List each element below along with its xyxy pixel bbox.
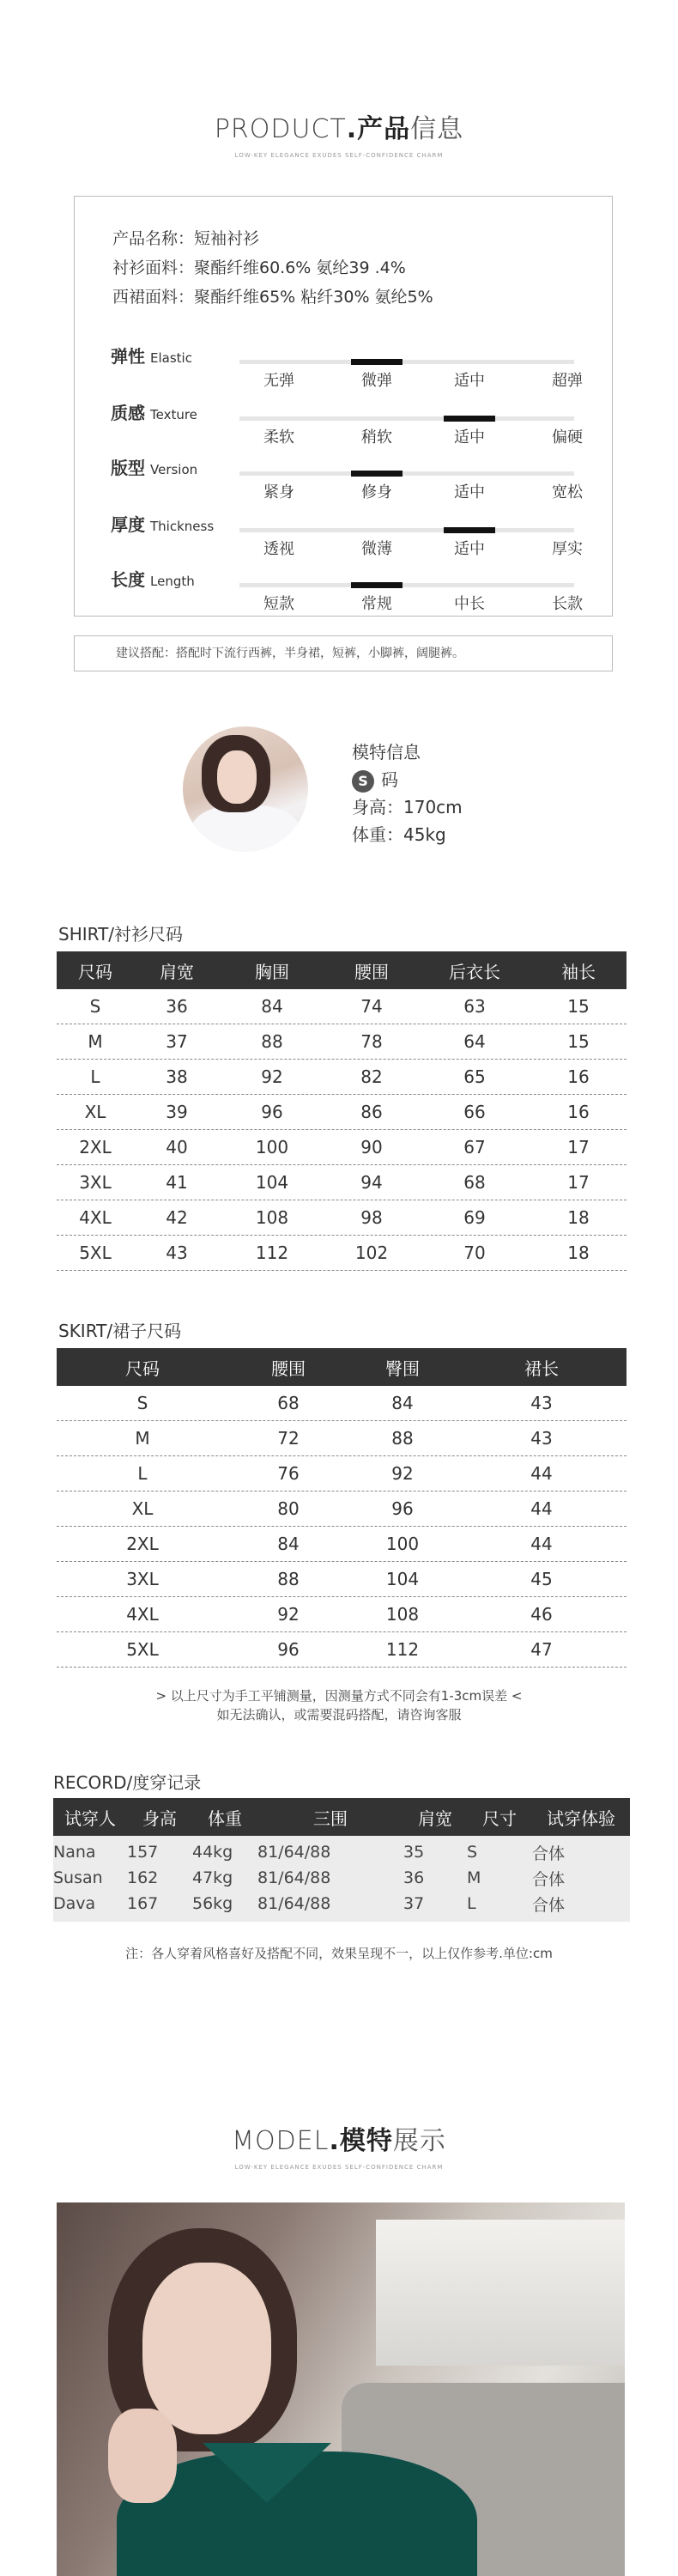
table-cell: 82 — [360, 1066, 383, 1087]
table-row — [57, 1165, 627, 1200]
scale-option: 微薄 — [361, 540, 392, 558]
table-cell: 3XL — [79, 1172, 112, 1193]
scale-bar-3 — [239, 528, 574, 532]
model-size — [352, 766, 398, 793]
table-cell: 44 — [530, 1463, 553, 1484]
table-cell: 84 — [391, 1393, 414, 1413]
table-cell: 69 — [463, 1207, 486, 1228]
table-cell: 16 — [567, 1102, 590, 1122]
scale-bar-0 — [239, 360, 574, 364]
table-cell: 112 — [385, 1639, 420, 1660]
table-cell: 15 — [567, 996, 590, 1017]
table-cell: 16 — [567, 1066, 590, 1087]
scale-option: 宽松 — [552, 483, 583, 501]
scale-cn: 长度 — [111, 569, 145, 590]
table-row — [57, 1200, 627, 1236]
table-cell: 104 — [255, 1172, 289, 1193]
table-row — [57, 1527, 627, 1562]
table-cell: 108 — [385, 1604, 420, 1625]
table-cell: 47kg — [192, 1868, 233, 1887]
table-cell: 4XL — [126, 1604, 159, 1625]
table-cell: 84 — [277, 1534, 300, 1554]
column-header: 腰围 — [354, 961, 389, 982]
table-cell: 81/64/88 — [257, 1843, 331, 1862]
table-cell: 104 — [385, 1569, 420, 1589]
column-header: 袖长 — [561, 961, 596, 982]
record-note: 注：各人穿着风格喜好及搭配不同，效果呈现不一，以上仅作参考.单位:cm — [125, 1946, 553, 1961]
scale-option: 常规 — [361, 595, 392, 613]
column-header: 身高 — [142, 1807, 177, 1829]
skirt-fabric-line: 西裙面料：聚酯纤维65% 粘纤30% 氨纶5% — [112, 288, 433, 307]
shirt-table-label: SHIRT/衬衫尺码 — [58, 924, 184, 945]
table-cell: 90 — [360, 1137, 383, 1157]
shirt-table-header — [57, 951, 627, 989]
table-row — [57, 1597, 627, 1632]
table-cell: 81/64/88 — [257, 1868, 331, 1887]
scale-bar-2 — [239, 471, 574, 476]
table-row — [57, 1386, 627, 1421]
table-row — [57, 1562, 627, 1597]
table-cell: 40 — [166, 1137, 188, 1157]
table-cell: 102 — [354, 1242, 389, 1263]
measure-note-2: 如无法确认，或需要混码搭配，请咨询客服 — [216, 1707, 462, 1722]
table-cell: 96 — [391, 1498, 414, 1519]
scale-option: 柔软 — [263, 428, 294, 447]
scale-en: Texture — [150, 407, 197, 422]
table-row — [57, 1492, 627, 1527]
table-cell: 70 — [463, 1242, 486, 1263]
scale-selected-marker — [444, 527, 495, 533]
table-cell: 56kg — [192, 1894, 233, 1913]
table-cell: 92 — [261, 1066, 283, 1087]
table-cell: 80 — [277, 1498, 300, 1519]
table-cell: 18 — [567, 1242, 590, 1263]
table-cell: 44kg — [192, 1843, 233, 1862]
table-cell: L — [467, 1894, 476, 1913]
table-cell: 17 — [567, 1172, 590, 1193]
scale-cn: 版型 — [111, 458, 145, 478]
table-cell: 86 — [360, 1102, 383, 1122]
table-cell: 96 — [261, 1102, 283, 1122]
table-cell: 43 — [166, 1242, 188, 1263]
model-weight: 体重：45kg — [352, 824, 446, 845]
column-header: 胸围 — [255, 961, 289, 982]
table-cell: 46 — [530, 1604, 553, 1625]
table-cell: 94 — [360, 1172, 383, 1193]
table-cell: 81/64/88 — [257, 1894, 331, 1913]
table-cell: 4XL — [79, 1207, 112, 1228]
scale-en: Elastic — [150, 350, 192, 366]
column-header: 体重 — [208, 1807, 242, 1829]
table-cell: 92 — [277, 1604, 300, 1625]
scale-option: 无弹 — [263, 372, 294, 390]
scale-cn: 质感 — [111, 403, 145, 423]
table-cell: 157 — [127, 1843, 159, 1862]
scale-selected-marker — [351, 359, 403, 365]
column-header: 尺码 — [78, 961, 112, 982]
table-cell: Susan — [53, 1868, 103, 1887]
heading-sub: LOW-KEY ELEGANCE EXUDES SELF-CONFIDENCE CHARM — [234, 152, 444, 159]
table-cell: 45 — [530, 1569, 553, 1589]
table-cell: 76 — [277, 1463, 300, 1484]
record-table-label: RECORD/度穿记录 — [53, 1772, 202, 1793]
table-cell: XL — [84, 1102, 106, 1122]
scale-label-2 — [111, 454, 197, 479]
model-avatar — [183, 726, 308, 852]
scale-option: 适中 — [454, 372, 485, 390]
table-cell: 37 — [403, 1894, 425, 1913]
table-row — [57, 1421, 627, 1456]
table-cell: 38 — [166, 1066, 188, 1087]
table-cell: 96 — [277, 1639, 300, 1660]
column-header: 臀围 — [385, 1358, 420, 1379]
table-cell: M — [88, 1031, 103, 1052]
scale-option: 适中 — [454, 540, 485, 558]
shirt-fabric-line: 衬衫面料：聚酯纤维60.6% 氨纶39 .4% — [112, 258, 406, 277]
scale-option: 微弹 — [361, 372, 392, 390]
table-cell: 63 — [463, 996, 486, 1017]
table-cell: 67 — [463, 1137, 486, 1157]
table-cell: 合体 — [532, 1869, 566, 1889]
table-row — [57, 989, 627, 1024]
table-cell: 36 — [166, 996, 188, 1017]
table-row — [53, 1891, 630, 1917]
table-cell: 92 — [391, 1463, 414, 1484]
scale-option: 适中 — [454, 483, 485, 501]
heading-cn-bold: 产品 — [357, 114, 411, 144]
table-row — [57, 1456, 627, 1492]
scale-option: 长款 — [552, 595, 583, 613]
table-cell: M — [135, 1428, 150, 1449]
product-name-line: 产品名称：短袖衬衫 — [112, 229, 260, 248]
table-row — [53, 1865, 630, 1891]
table-cell: 17 — [567, 1137, 590, 1157]
size-label: 码 — [381, 769, 398, 790]
table-cell: S — [467, 1843, 478, 1862]
table-cell: 36 — [403, 1868, 425, 1887]
table-cell: Nana — [53, 1843, 96, 1862]
table-cell: XL — [131, 1498, 154, 1519]
scale-en: Version — [150, 462, 198, 477]
table-cell: 167 — [127, 1894, 159, 1913]
size-badge: S — [352, 770, 374, 793]
table-cell: 18 — [567, 1207, 590, 1228]
model-info-title: 模特信息 — [352, 742, 421, 762]
table-cell: 88 — [261, 1031, 283, 1052]
skirt-table-label: SKIRT/裙子尺码 — [58, 1321, 182, 1341]
scale-option: 稍软 — [361, 428, 392, 447]
scale-label-3 — [111, 511, 214, 536]
table-cell: 66 — [463, 1102, 486, 1122]
scale-option: 超弹 — [552, 372, 583, 390]
table-cell: 78 — [360, 1031, 383, 1052]
scale-bar-4 — [239, 583, 574, 587]
column-header: 三围 — [313, 1807, 348, 1829]
table-row — [57, 1060, 627, 1095]
scale-selected-marker — [351, 582, 403, 588]
scale-selected-marker — [444, 416, 495, 422]
skirt-size-table — [57, 1348, 627, 1668]
product-heading — [0, 107, 678, 159]
scale-en: Thickness — [150, 519, 215, 534]
scale-option: 适中 — [454, 428, 485, 447]
scale-cn: 厚度 — [111, 514, 145, 535]
table-cell: 15 — [567, 1031, 590, 1052]
table-row — [57, 1236, 627, 1271]
scale-bar-1 — [239, 416, 574, 421]
table-cell: 2XL — [126, 1534, 159, 1554]
table-cell: 68 — [463, 1172, 486, 1193]
scale-option: 修身 — [361, 483, 392, 501]
product-info-box — [74, 196, 613, 617]
table-cell: 合体 — [532, 1844, 566, 1863]
table-row — [57, 1024, 627, 1060]
column-header: 裙长 — [524, 1358, 559, 1379]
advice-box: 建议搭配：搭配时下流行西裤，半身裙，短裤，小脚裤，阔腿裤。 — [74, 635, 613, 671]
scale-option: 偏硬 — [552, 428, 583, 447]
scale-option: 透视 — [263, 540, 294, 558]
measure-note-1: > 以上尺寸为手工平铺测量，因测量方式不同会有1-3cm误差 < — [155, 1688, 523, 1704]
table-cell: 3XL — [126, 1569, 159, 1589]
scale-option: 短款 — [263, 595, 294, 613]
model-heading — [0, 2119, 678, 2171]
shirt-size-table — [57, 951, 627, 1271]
table-cell: 47 — [530, 1639, 553, 1660]
model-heading-sub: LOW-KEY ELEGANCE EXUDES SELF-CONFIDENCE CHARM — [234, 2164, 444, 2171]
table-row — [57, 1632, 627, 1668]
table-row — [53, 1839, 630, 1865]
table-cell: 43 — [530, 1428, 553, 1449]
scale-label-1 — [111, 399, 197, 424]
model-heading-en: MODEL — [232, 2126, 330, 2156]
table-cell: 65 — [463, 1066, 486, 1087]
heading-en: PRODUCT — [214, 114, 347, 144]
table-cell: 100 — [255, 1137, 289, 1157]
column-header: 尺寸 — [482, 1807, 517, 1829]
heading-cn-light: 信息 — [410, 114, 464, 144]
model-heading-dot: . — [329, 2126, 340, 2156]
table-cell: 112 — [255, 1242, 289, 1263]
table-cell: 43 — [530, 1393, 553, 1413]
model-photo — [57, 2202, 625, 2576]
table-cell: 68 — [277, 1393, 300, 1413]
table-cell: L — [137, 1463, 148, 1484]
table-cell: 162 — [127, 1868, 159, 1887]
table-cell: 2XL — [79, 1137, 112, 1157]
column-header: 肩宽 — [418, 1807, 452, 1829]
table-cell: 64 — [463, 1031, 486, 1052]
table-row — [57, 1130, 627, 1165]
column-header: 试穿体验 — [547, 1807, 615, 1829]
table-cell: 5XL — [79, 1242, 112, 1263]
scale-label-4 — [111, 566, 195, 591]
table-cell: 35 — [403, 1843, 425, 1862]
table-cell: S — [89, 996, 101, 1017]
table-cell: 88 — [277, 1569, 300, 1589]
model-heading-cn-bold: 模特 — [339, 2126, 393, 2156]
table-cell: M — [467, 1868, 481, 1887]
table-cell: L — [90, 1066, 100, 1087]
scale-option: 厚实 — [552, 540, 583, 558]
table-cell: 72 — [277, 1428, 300, 1449]
table-cell: 5XL — [126, 1639, 159, 1660]
table-cell: 84 — [261, 996, 283, 1017]
skirt-table-header — [57, 1348, 627, 1386]
scale-option: 中长 — [454, 595, 485, 613]
table-cell: 37 — [166, 1031, 188, 1052]
table-cell: 39 — [166, 1102, 188, 1122]
table-cell: 88 — [391, 1428, 414, 1449]
column-header: 腰围 — [271, 1358, 306, 1379]
record-table — [53, 1798, 630, 1922]
column-header: 肩宽 — [160, 961, 194, 982]
column-header: 后衣长 — [449, 961, 500, 982]
record-table-header — [53, 1798, 630, 1836]
scale-en: Length — [150, 574, 195, 589]
model-height: 身高：170cm — [352, 797, 463, 817]
scale-label-0 — [111, 343, 192, 368]
scale-cn: 弹性 — [111, 346, 145, 367]
table-cell: 42 — [166, 1207, 188, 1228]
table-cell: 108 — [255, 1207, 289, 1228]
table-cell: 41 — [166, 1172, 188, 1193]
table-cell: 44 — [530, 1534, 553, 1554]
table-cell: S — [136, 1393, 148, 1413]
heading-dot: . — [346, 114, 358, 144]
table-cell: 74 — [360, 996, 383, 1017]
column-header: 试穿人 — [64, 1807, 116, 1829]
scale-option: 紧身 — [263, 483, 294, 501]
table-cell: 44 — [530, 1498, 553, 1519]
table-cell: 合体 — [532, 1895, 566, 1915]
scale-selected-marker — [351, 471, 403, 477]
table-cell: Dava — [53, 1894, 96, 1913]
table-cell: 98 — [360, 1207, 383, 1228]
table-cell: 100 — [385, 1534, 420, 1554]
column-header: 尺码 — [125, 1358, 160, 1379]
model-heading-cn-light: 展示 — [392, 2126, 446, 2156]
table-row — [57, 1095, 627, 1130]
